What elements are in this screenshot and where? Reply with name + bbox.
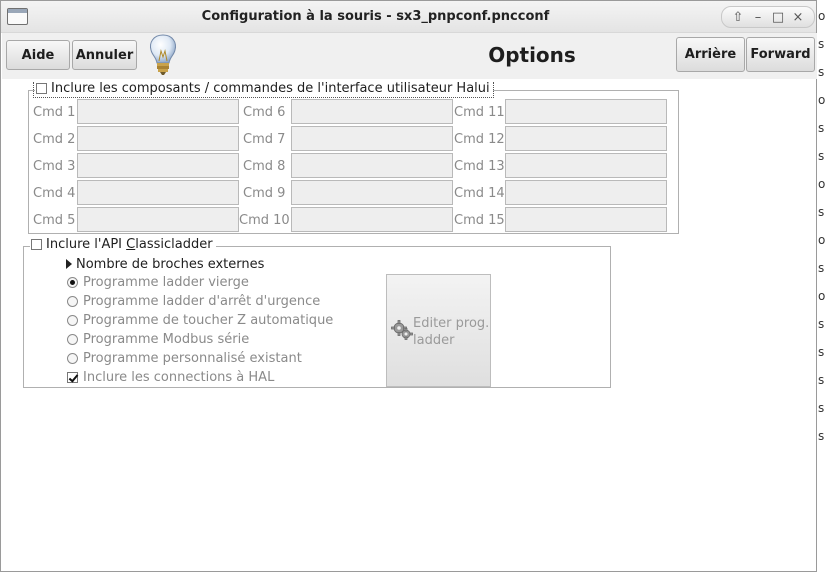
window-title: Configuration à la souris - sx3_pnpconf.pncconf [201,9,550,24]
forward-button[interactable]: Forward [746,37,815,72]
external-pins-expander[interactable] [66,257,264,272]
expander-arrow-icon [66,259,72,269]
estop-ladder-radio[interactable] [67,296,78,307]
classicladder-toggle[interactable] [30,238,216,253]
cmd-1-field[interactable] [77,99,239,124]
edge-glyph: s [818,205,825,219]
cmd-label: Cmd 4 [33,186,76,201]
minimize-icon[interactable]: – [754,9,762,25]
radio-label: Programme personnalisé existant [83,351,302,366]
z-touch-off-radio[interactable] [67,315,78,326]
cmd-13-field[interactable] [505,153,667,178]
back-button[interactable]: Arrière [676,37,745,72]
custom-ladder-radio[interactable] [67,353,78,364]
radio-label: Programme ladder vierge [83,275,249,290]
radio-label: Programme ladder d'arrêt d'urgence [83,294,321,309]
cmd-15-field[interactable] [505,207,667,232]
edge-glyph: s [818,429,825,443]
edge-glyph: o [818,9,826,23]
background-window-edge [817,0,829,572]
edge-glyph: s [818,149,825,163]
edge-glyph: s [818,401,825,415]
cmd-label: Cmd 5 [33,213,76,228]
edge-glyph: s [818,65,825,79]
toolbar [2,33,817,79]
edge-glyph: s [818,261,825,275]
cmd-4-field[interactable] [77,180,239,205]
edge-glyph: o [818,289,826,303]
edge-glyph: o [818,177,826,191]
cmd-label: Cmd 3 [33,159,76,174]
page-title: Options [488,43,576,67]
expander-label: Nombre de broches externes [76,257,265,272]
cmd-11-field[interactable] [505,99,667,124]
cmd-6-field[interactable] [291,99,453,124]
edge-glyph: s [818,373,825,387]
maximize-icon[interactable]: □ [771,9,785,25]
help-button[interactable]: Aide [6,40,70,70]
cmd-label: Cmd 11 [454,105,505,120]
cmd-label: Cmd 6 [243,105,286,120]
cmd-8-field[interactable] [291,153,453,178]
cmd-7-field[interactable] [291,126,453,151]
cmd-5-field[interactable] [77,207,239,232]
cmd-9-field[interactable] [291,180,453,205]
blank-ladder-radio[interactable] [67,277,78,288]
edge-glyph: s [818,317,825,331]
shade-window-icon[interactable]: ⇧ [732,9,744,25]
cmd-label: Cmd 10 [239,213,290,228]
classicladder-checkbox[interactable] [31,239,42,250]
cmd-2-field[interactable] [77,126,239,151]
halui-label: Inclure les composants / commandes de l'interface utilisateur Halui [51,81,490,96]
cmd-3-field[interactable] [77,153,239,178]
edge-glyph: s [818,121,825,135]
cmd-label: Cmd 8 [243,159,286,174]
classicladder-label: Inclure l'API Classicladder [46,237,213,252]
cmd-label: Cmd 7 [243,132,286,147]
cmd-label: Cmd 14 [454,186,505,201]
cmd-label: Cmd 15 [454,213,505,228]
cmd-14-field[interactable] [505,180,667,205]
radio-label: Programme de toucher Z automatique [83,313,334,328]
edge-glyph: s [818,37,825,51]
cmd-label: Cmd 13 [454,159,505,174]
halui-checkbox[interactable] [36,83,47,94]
edge-glyph: o [818,233,826,247]
radio-label: Programme Modbus série [83,332,250,347]
cmd-10-field[interactable] [291,207,453,232]
edit-ladder-label: Editer prog. ladder [413,316,490,348]
title-bar[interactable] [1,1,816,33]
hal-connections-label: Inclure les connections à HAL [83,370,275,385]
gears-icon [391,319,413,341]
hal-connections-checkbox[interactable] [67,372,78,383]
halui-toggle[interactable] [35,82,493,97]
close-icon[interactable]: × [792,9,804,25]
lightbulb-icon [146,33,180,77]
edit-ladder-button[interactable] [386,274,491,387]
window-controls [721,6,815,28]
cmd-label: Cmd 12 [454,132,505,147]
cmd-label: Cmd 1 [33,105,76,120]
cmd-12-field[interactable] [505,126,667,151]
cmd-label: Cmd 2 [33,132,76,147]
cmd-label: Cmd 9 [243,186,286,201]
edge-glyph: s [818,345,825,359]
cancel-button[interactable]: Annuler [72,40,137,70]
serial-modbus-radio[interactable] [67,334,78,345]
edge-glyph: o [818,93,826,107]
